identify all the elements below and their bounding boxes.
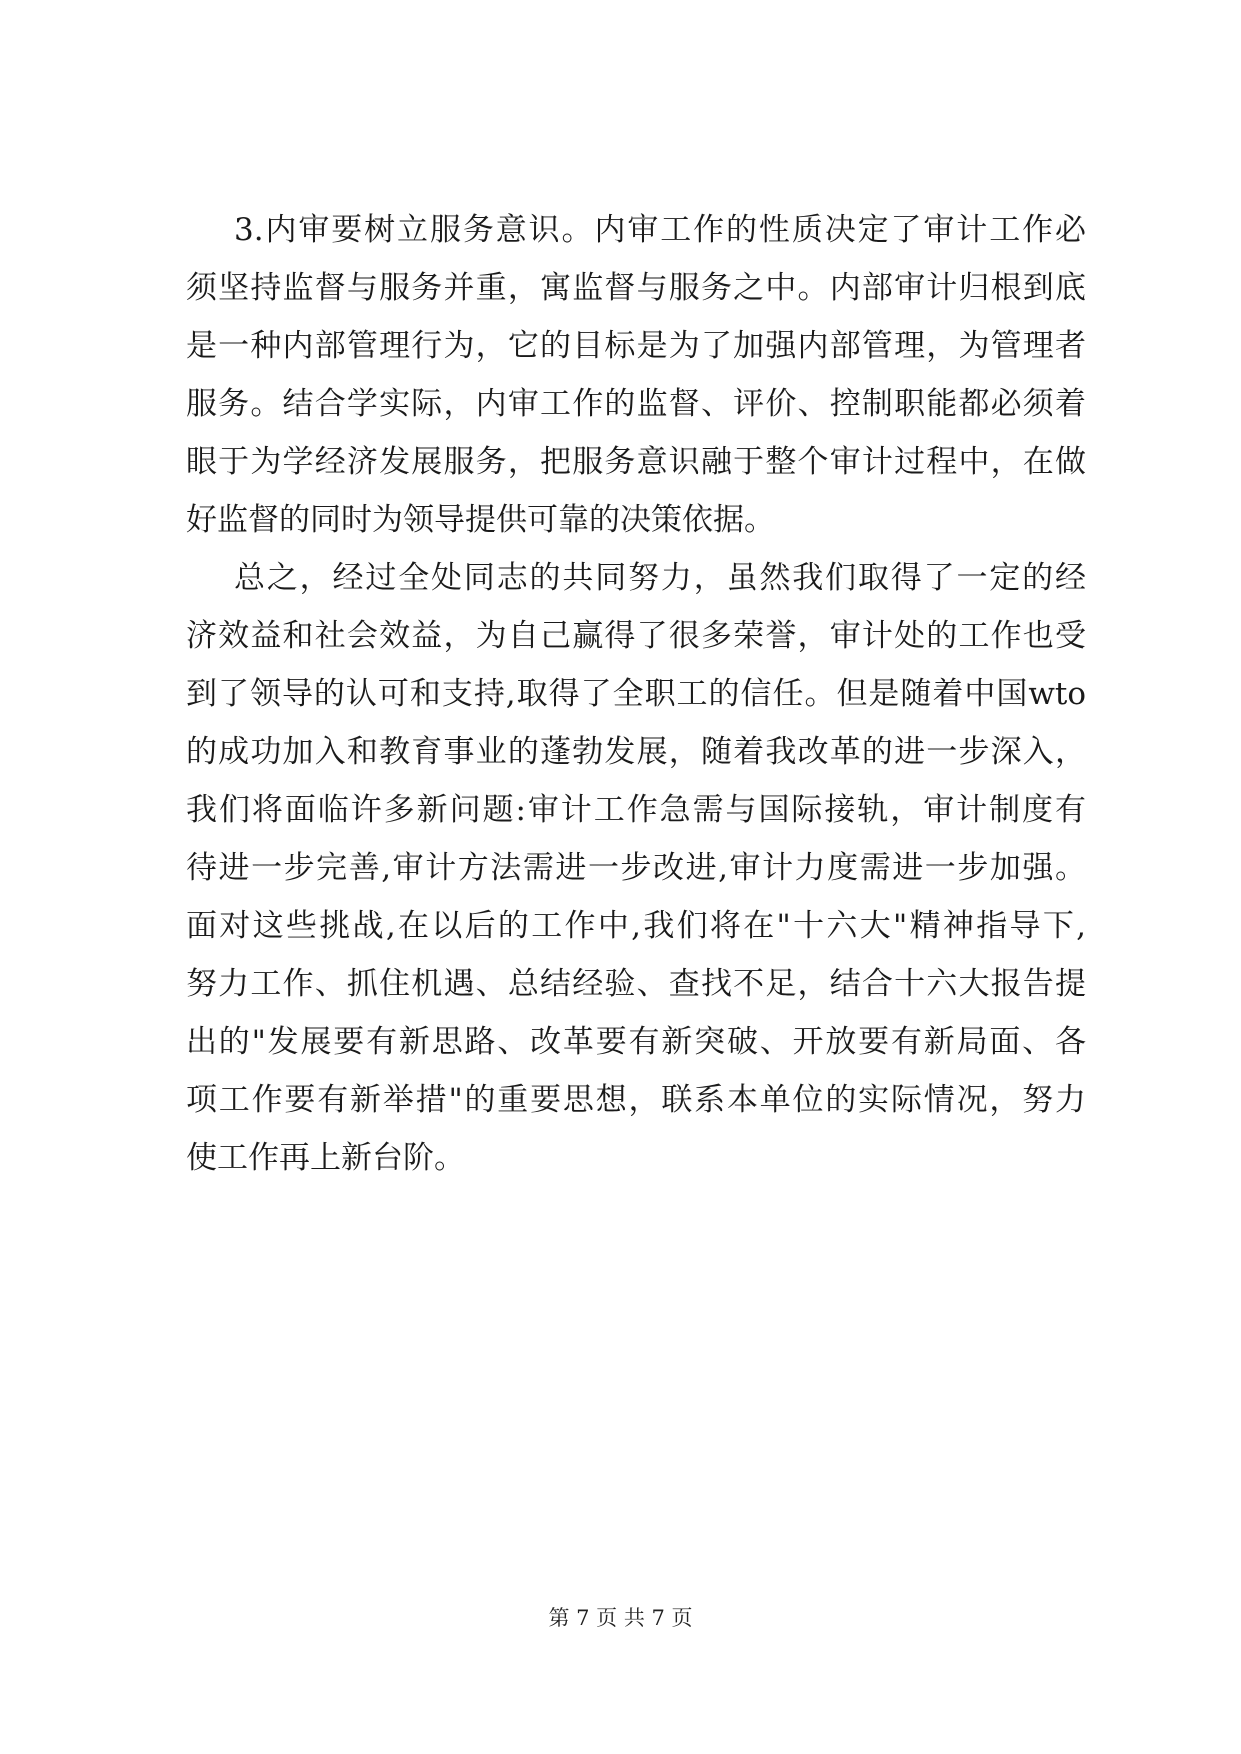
text-line: 努力工作、抓住机遇、总结经验、查找不足，结合十六大报告提 [186,966,1086,1002]
text-line: 到了领导的认可和支持,取得了全职工的信任。但是随着中国wto [186,676,1086,712]
text-line: 我们将面临许多新问题:审计工作急需与国际接轨，审计制度有 [186,792,1086,828]
text-line: 的成功加入和教育事业的蓬勃发展，随着我改革的进一步深入， [186,734,1086,770]
text-line: 是一种内部管理行为，它的目标是为了加强内部管理，为管理者 [186,328,1086,364]
text-line: 眼于为学经济发展服务，把服务意识融于整个审计过程中，在做 [186,444,1086,480]
text-line: 济效益和社会效益，为自己赢得了很多荣誉，审计处的工作也受 [186,618,1086,654]
text-line: 项工作要有新举措"的重要思想，联系本单位的实际情况，努力 [186,1082,1086,1118]
page-number-footer: 第 7 页 共 7 页 [548,1606,693,1630]
text-line: 面对这些挑战,在以后的工作中,我们将在"十六大"精神指导下, [186,908,1086,944]
text-line: 待进一步完善,审计方法需进一步改进,审计力度需进一步加强。 [186,850,1086,886]
text-line: 总之，经过全处同志的共同努力，虽然我们取得了一定的经 [234,560,1086,596]
text-line: 使工作再上新台阶。 [186,1140,465,1176]
text-line: 出的"发展要有新思路、改革要有新突破、开放要有新局面、各 [186,1024,1086,1060]
text-line: 服务。结合学实际，内审工作的监督、评价、控制职能都必须着 [186,386,1086,422]
text-line: 须坚持监督与服务并重，寓监督与服务之中。内部审计归根到底 [186,270,1086,306]
text-line: 3.内审要树立服务意识。内审工作的性质决定了审计工作必 [234,212,1086,248]
text-line: 好监督的同时为领导提供可靠的决策依据。 [186,502,775,538]
